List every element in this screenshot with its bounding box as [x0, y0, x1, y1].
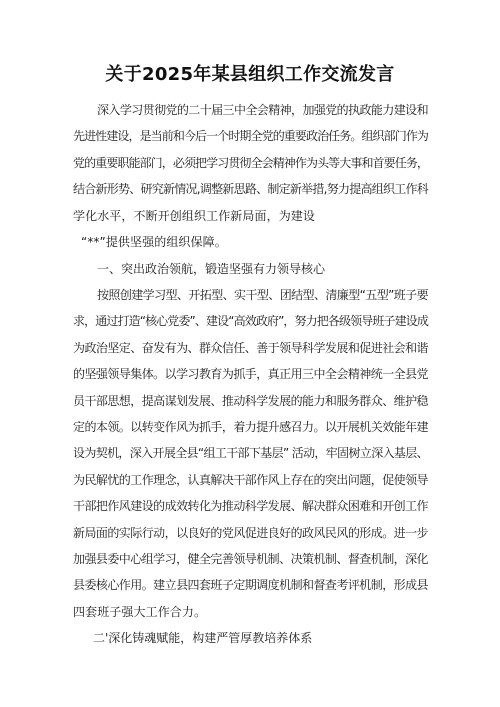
- text-line: 先进性建设，是当前和今后一个时期全党的重要政治任务。组织部门作为: [73, 129, 428, 144]
- text-line: 深入学习贯彻党的二十届三中全会精神，加强党的执政能力建设和: [97, 103, 428, 117]
- section-1-paragraph: [73, 282, 428, 625]
- text-line: 结合新形势、研究新情况,调整新思路、制定新举措,努力提高组织工作科: [73, 182, 428, 197]
- text-line: 党的重要职能部门，必须把学习贯彻全会精神作为头等大事和首要任务，: [73, 155, 428, 170]
- text-line: 加强县委中心组学习，健全完善领导机制、决策机制、督查机制，深化: [73, 551, 428, 566]
- section-1-heading: 一、突出政治领航，锻造坚强有力领导核心: [97, 262, 326, 276]
- text-line: 县委核心作用。建立县四套班子定期调度机制和督查考评机制，形成县: [73, 578, 428, 593]
- text-line: 员干部思想，提高谋划发展、推动科学发展的能力和服务群众、维护稳: [73, 393, 428, 408]
- document-title: 关于2025年某县组织工作交流发言: [105, 64, 395, 85]
- text-line: 学化水平，不断开创组织工作新局面，为建设: [73, 208, 316, 223]
- text-line: 干部把作风建设的成效转化为推动科学发展、解决群众困难和开创工作: [73, 499, 428, 514]
- section-2-heading: 二'深化铸魂赋能，构建严管厚教培养体系: [93, 631, 313, 645]
- text-line: 新局面的实际行动，以良好的党风促进良好的政风民风的形成。进一步: [73, 525, 428, 540]
- text-line: “**”提供坚强的组织保障。: [81, 234, 227, 249]
- intro-paragraph: [73, 97, 428, 255]
- text-line: 按照创建学习型、开拓型、实干型、团结型、清廉型“五型”班子要: [97, 288, 428, 302]
- text-line: 设为契机，深入开展全县“组工干部下基层” 活动，牢固树立深入基层、: [73, 446, 428, 461]
- text-line: 定的本领。以转变作风为抓手，着力提升感召力。以开展机关效能年建: [73, 419, 428, 434]
- text-line: 为民解忧的工作理念，认真解决干部作风上存在的突出问题，促使领导: [73, 472, 428, 487]
- text-line: 求，通过打造“核心党委”、建设“高效政府”，努力把各级领导班子建设成: [73, 314, 428, 329]
- text-line: 为政治坚定、奋发有为、群众信任、善于领导科学发展和促进社会和谐: [73, 340, 428, 355]
- text-line: 四套班子强大工作合力。: [73, 604, 207, 619]
- text-line: 的坚强领导集体。以学习教育为抓手，真正用三中全会精神统一全县党: [73, 367, 428, 382]
